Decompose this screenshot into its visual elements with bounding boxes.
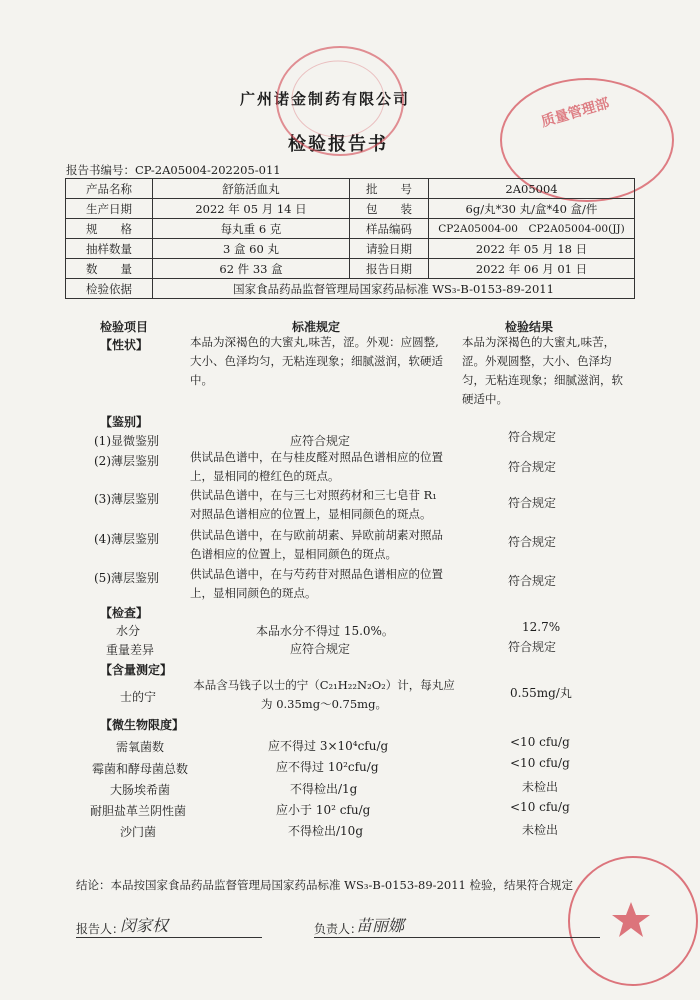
quantity-label: 数 量 bbox=[66, 259, 153, 279]
packaging-value: 6g/丸*30 丸/盒*40 盒/件 bbox=[429, 199, 635, 219]
sample-code-label: 样品编码 bbox=[350, 219, 429, 239]
spec-label: 规 格 bbox=[66, 219, 153, 239]
ecoli-result: 未检出 bbox=[522, 780, 559, 794]
production-date-value: 2022 年 05 月 14 日 bbox=[153, 199, 350, 219]
conclusion: 结论：本品按国家食品药品监督管理局国家药品标准 WS₃-B-0153-89-2011 检验，结果符合规定 bbox=[76, 878, 573, 892]
info-table bbox=[65, 178, 635, 299]
reporter-signature: 闵家权 bbox=[120, 916, 169, 935]
product-name-value: 舒筋活血丸 bbox=[153, 179, 350, 199]
section-microbial: 【微生物限度】 bbox=[100, 718, 185, 732]
moisture-result: 12.7% bbox=[522, 620, 561, 634]
company-name: 广州诺金制药有限公司 bbox=[240, 90, 411, 108]
aerobic-result: <10 cfu/g bbox=[510, 735, 570, 749]
assay-name: 士的宁 bbox=[120, 690, 157, 704]
ident-2-result: 符合规定 bbox=[508, 460, 557, 474]
ident-1-result: 符合规定 bbox=[508, 430, 557, 444]
assay-result: 0.55mg/丸 bbox=[510, 686, 572, 700]
section-properties: 【性状】 bbox=[100, 338, 149, 352]
table-row bbox=[66, 239, 635, 259]
moisture-name: 水分 bbox=[116, 624, 141, 638]
ident-3-standard: 供试品色谱中，在与三七对照药材和三七皂苷 R₁对照品色谱相应的位置上，显相同颜色的斑点。 bbox=[190, 488, 437, 521]
weight-variance-name: 重量差异 bbox=[106, 643, 155, 657]
report-date-value: 2022 年 06 月 01 日 bbox=[429, 259, 635, 279]
table-row bbox=[66, 199, 635, 219]
gram-negative-name: 耐胆盐革兰阴性菌 bbox=[90, 804, 187, 818]
product-name-label: 产品名称 bbox=[66, 179, 153, 199]
aerobic-name: 需氧菌数 bbox=[116, 740, 165, 754]
table-row bbox=[66, 179, 635, 199]
table-row bbox=[66, 219, 635, 239]
properties-result: 本品为深褐色的大蜜丸,味苦，涩。外观圆整，大小、色泽均匀，无粘连现象；细腻滋润，软硬适中。 bbox=[462, 335, 623, 406]
properties-standard: 本品为深褐色的大蜜丸,味苦，涩。外观：应圆整,大小、色泽均匀，无粘连现象；细腻滋润，软硬适中。 bbox=[190, 335, 443, 387]
sampling-qty-label: 抽样数量 bbox=[66, 239, 153, 259]
ecoli-name: 大肠埃希菌 bbox=[110, 783, 171, 797]
basis-value: 国家食品药品监督管理局国家药品标准 WS₃-B-0153-89-2011 bbox=[153, 279, 635, 299]
weight-variance-standard: 应符合规定 bbox=[290, 642, 351, 656]
production-date-label: 生产日期 bbox=[66, 199, 153, 219]
mold-yeast-result: <10 cfu/g bbox=[510, 756, 570, 770]
batch-label: 批 号 bbox=[350, 179, 429, 199]
section-assay: 【含量测定】 bbox=[100, 663, 173, 677]
quality-dept-stamp-top: 质量管理部 bbox=[500, 78, 674, 202]
ecoli-standard: 不得检出/1g bbox=[290, 782, 358, 796]
quality-dept-stamp-bottom bbox=[568, 856, 698, 986]
sampling-qty-value: 3 盒 60 丸 bbox=[153, 239, 350, 259]
salmonella-result: 未检出 bbox=[522, 823, 559, 837]
section-inspection: 【检查】 bbox=[100, 606, 149, 620]
column-item: 检验项目 bbox=[100, 320, 149, 334]
column-standard: 标准规定 bbox=[292, 320, 341, 334]
salmonella-standard: 不得检出/10g bbox=[288, 824, 363, 838]
gram-negative-standard: 应小于 10² cfu/g bbox=[276, 803, 371, 817]
ident-4-name: (4)薄层鉴别 bbox=[94, 532, 159, 546]
request-date-value: 2022 年 05 月 18 日 bbox=[429, 239, 635, 259]
packaging-label: 包 装 bbox=[350, 199, 429, 219]
salmonella-name: 沙门菌 bbox=[120, 825, 157, 839]
gram-negative-result: <10 cfu/g bbox=[510, 800, 570, 814]
assay-standard: 本品含马钱子以士的宁（C₂₁H₂₂N₂O₂）计，每丸应为 0.35mg～0.75mg。 bbox=[193, 678, 455, 711]
table-row bbox=[66, 279, 635, 299]
star-icon bbox=[568, 856, 694, 982]
section-identification: 【鉴别】 bbox=[100, 415, 149, 429]
ident-2-standard: 供试品色谱中，在与桂皮醛对照品色谱相应的位置上，显相同的橙红色的斑点。 bbox=[190, 450, 443, 483]
document-title: 检验报告书 bbox=[288, 134, 388, 155]
weight-variance-result: 符合规定 bbox=[508, 640, 557, 654]
basis-label: 检验依据 bbox=[66, 279, 153, 299]
ident-5-name: (5)薄层鉴别 bbox=[94, 571, 159, 585]
ident-2-name: (2)薄层鉴别 bbox=[94, 454, 159, 468]
table-row bbox=[66, 259, 635, 279]
report-number: 报告书编号：CP-2A05004-202205-011 bbox=[66, 163, 281, 177]
responsible-signature: 苗丽娜 bbox=[356, 916, 405, 935]
report-date-label: 报告日期 bbox=[350, 259, 429, 279]
responsible-divider bbox=[314, 937, 600, 938]
ident-1-standard: 应符合规定 bbox=[290, 434, 351, 448]
spec-value: 每丸重 6 克 bbox=[153, 219, 350, 239]
sample-code-value: CP2A05004-00 CP2A05004-00(JJ) bbox=[429, 219, 635, 239]
mold-yeast-standard: 应不得过 10²cfu/g bbox=[276, 760, 379, 774]
ident-5-standard: 供试品色谱中，在与芍药苷对照品色谱相应的位置上，显相同颜色的斑点。 bbox=[190, 567, 443, 600]
mold-yeast-name: 霉菌和酵母菌总数 bbox=[92, 762, 189, 776]
ident-3-name: (3)薄层鉴别 bbox=[94, 492, 159, 506]
ident-1-name: (1)显微鉴别 bbox=[94, 434, 159, 448]
column-result: 检验结果 bbox=[505, 320, 554, 334]
reporter-divider bbox=[76, 937, 262, 938]
request-date-label: 请验日期 bbox=[350, 239, 429, 259]
ident-4-standard: 供试品色谱中，在与欧前胡素、异欧前胡素对照品色谱相应的位置上，显相同颜色的斑点。 bbox=[190, 528, 443, 561]
qc-center-stamp bbox=[276, 46, 404, 156]
ident-3-result: 符合规定 bbox=[508, 496, 557, 510]
batch-value: 2A05004 bbox=[429, 179, 635, 199]
ident-4-result: 符合规定 bbox=[508, 535, 557, 549]
reporter-label: 报告人： bbox=[76, 922, 125, 936]
quantity-value: 62 件 33 盒 bbox=[153, 259, 350, 279]
moisture-standard: 本品水分不得过 15.0%。 bbox=[256, 624, 394, 638]
responsible-label: 负责人： bbox=[314, 922, 363, 936]
aerobic-standard: 应不得过 3×10⁴cfu/g bbox=[268, 739, 389, 753]
ident-5-result: 符合规定 bbox=[508, 574, 557, 588]
